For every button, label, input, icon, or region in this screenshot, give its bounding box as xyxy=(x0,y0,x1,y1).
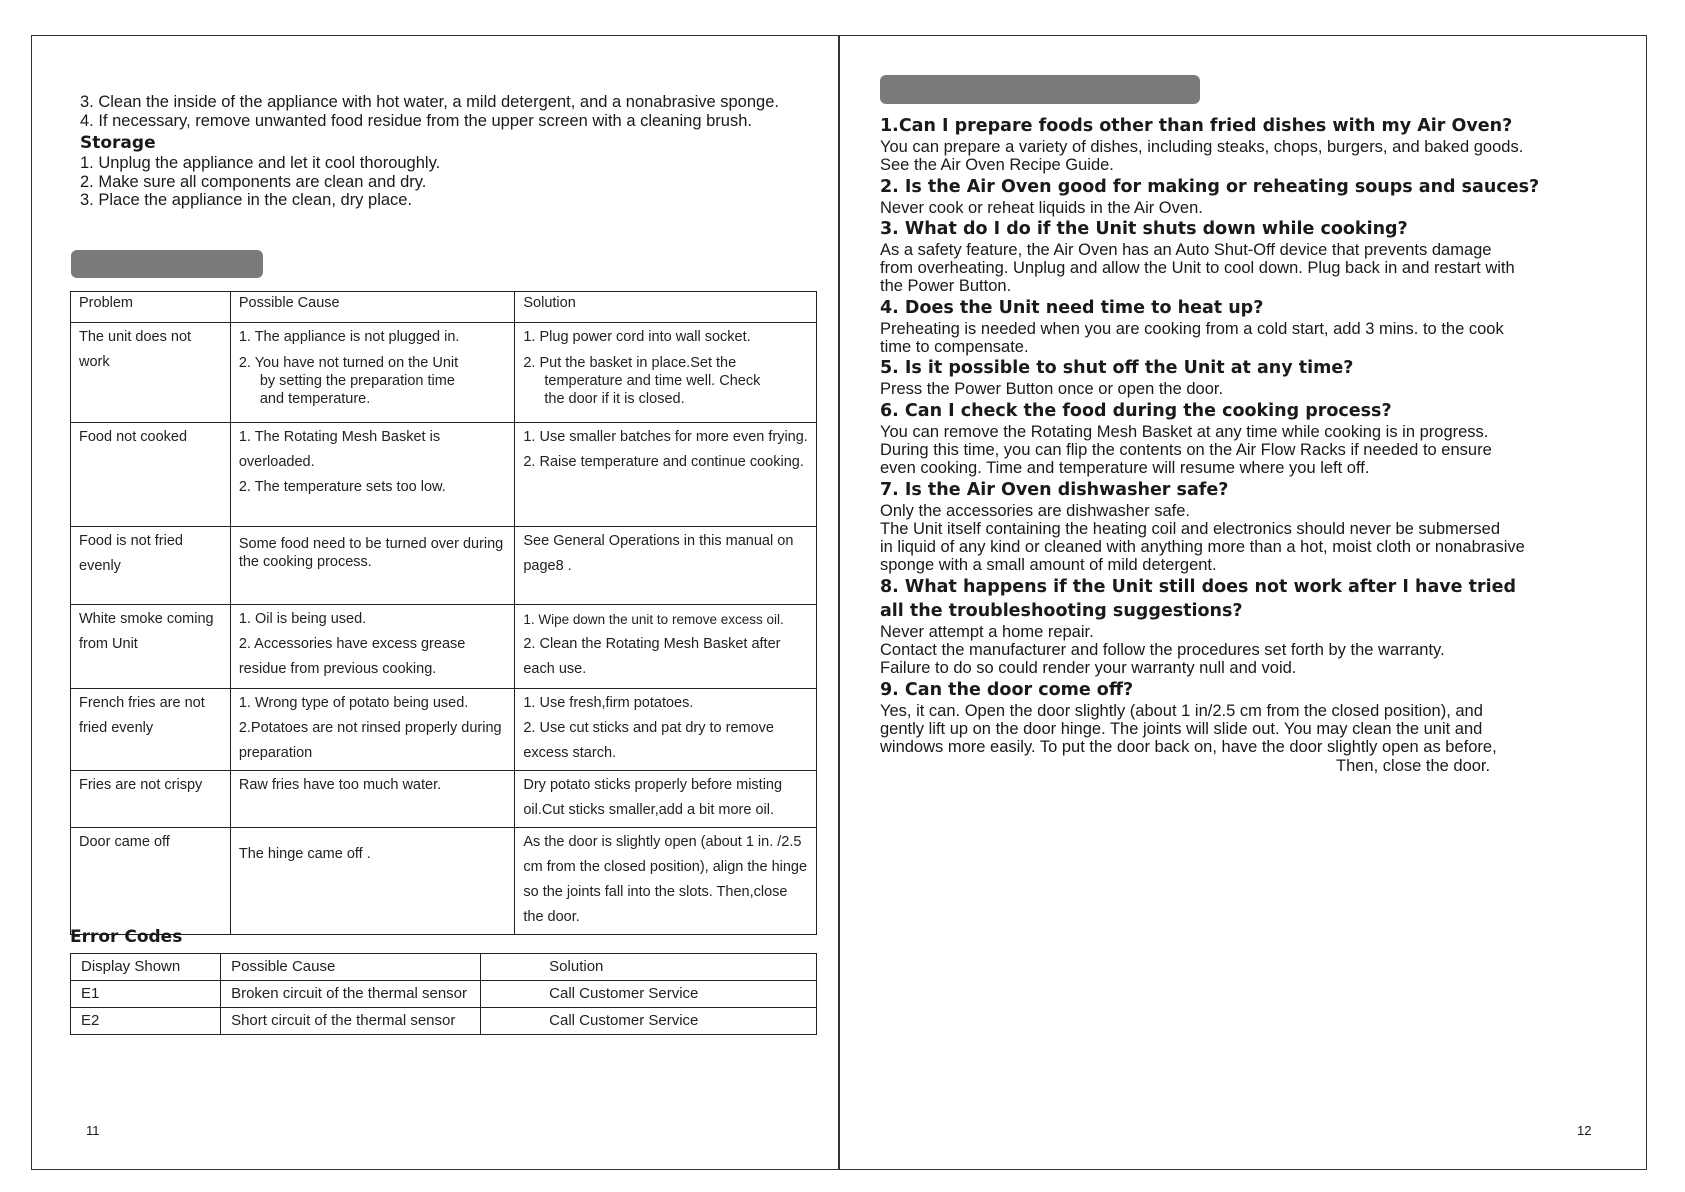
solution-line: Dry potato sticks properly before misting oil.Cut sticks smaller,add a bit more oil. xyxy=(523,777,783,818)
cause-line: 2. Accessories have excess grease residue from previous cooking. xyxy=(238,636,466,677)
faq-question: 4. Does the Unit need time to heat up? xyxy=(880,297,1264,318)
cause-line: 2.Potatoes are not rinsed properly during preparation xyxy=(238,720,502,761)
faq-answer-line: the Power Button. xyxy=(880,277,1012,296)
faq-item xyxy=(880,296,1600,357)
problem-cell: White smoke coming from Unit xyxy=(71,605,231,689)
table-row xyxy=(71,689,817,771)
table-row xyxy=(71,323,817,423)
problem-cell: Food not cooked xyxy=(71,423,231,527)
cause-line: 1. The Rotating Mesh Basket is overloaded. xyxy=(238,429,441,470)
faq-answer-line: sponge with a small amount of mild detergent. xyxy=(880,556,1217,575)
faq-answer xyxy=(880,702,1600,775)
solution-line: See General Operations in this manual on page8 . xyxy=(523,533,794,574)
table-row xyxy=(71,981,817,1008)
table-row xyxy=(71,527,817,605)
faq-answer-line: Only the accessories are dishwasher safe. xyxy=(880,501,1190,520)
faq-answer xyxy=(880,320,1600,357)
solution-cell xyxy=(515,689,817,771)
cause-line: 2. The temperature sets too low. xyxy=(238,479,446,495)
table-header-row xyxy=(71,292,817,323)
problem-cell: Fries are not crispy xyxy=(71,771,231,828)
cause-cell xyxy=(230,527,515,605)
faq-answer-line: As a safety feature, the Air Oven has an Auto Shut-Off device that prevents damage xyxy=(880,240,1492,259)
faq-item xyxy=(880,356,1600,398)
header-possible-cause: Possible Cause xyxy=(230,292,515,323)
solution-line: 1. Wipe down the unit to remove excess oil. xyxy=(523,612,784,627)
cause-line: and temperature. xyxy=(259,391,371,407)
faq-answer-line: Press the Power Button once or open the door. xyxy=(880,380,1224,399)
solution-cell xyxy=(515,771,817,828)
cause-line: The hinge came off . xyxy=(238,846,371,862)
error-code-cell: E1 xyxy=(71,981,221,1008)
cause-cell xyxy=(230,605,515,689)
faq-answer-line: even cooking. Time and temperature will resume where you left off. xyxy=(880,459,1370,478)
cause-line: Some food need to be turned over during the cooking process. xyxy=(238,536,504,570)
faq-question: 9. Can the door come off? xyxy=(880,679,1134,700)
faq-answer-line: windows more easily. To put the door back on, have the door slightly open as before, xyxy=(880,738,1497,757)
cause-line: 1. The appliance is not plugged in. xyxy=(238,329,460,345)
cleaning-step-3: 3. Clean the inside of the appliance with hot water, a mild detergent, and a nonabrasive sponge. xyxy=(80,93,779,111)
faq-answer-line: Yes, it can. Open the door slightly (about 1 in/2.5 cm from the closed position), and xyxy=(880,701,1483,720)
faq-answer-line: You can remove the Rotating Mesh Basket at any time while cooking is in progress. xyxy=(880,422,1489,441)
solution-line: 2. Raise temperature and continue cooking. xyxy=(523,454,804,470)
solution-cell xyxy=(515,527,817,605)
error-solution-cell: Call Customer Service xyxy=(481,981,817,1008)
faq-answer-line: Then, close the door. xyxy=(1336,756,1491,775)
solution-line: 1. Use smaller batches for more even frying. xyxy=(523,429,808,445)
troubleshooting-table xyxy=(70,291,817,935)
faq-answer xyxy=(880,199,1600,217)
faq-item xyxy=(880,114,1600,175)
table-row xyxy=(71,1008,817,1035)
error-codes-title: Error Codes xyxy=(70,927,183,947)
right-page xyxy=(840,35,1647,1170)
storage-step-2: 2. Make sure all components are clean and dry. xyxy=(80,172,427,191)
faq-answer-line: gently lift up on the door hinge. The joints will slide out. You may clean the unit and xyxy=(880,719,1483,738)
error-solution-cell: Call Customer Service xyxy=(481,1008,817,1035)
cause-line: 2. You have not turned on the Unit xyxy=(238,355,459,371)
faq-item xyxy=(880,678,1600,775)
faq-question: 7. Is the Air Oven dishwasher safe? xyxy=(880,479,1229,500)
left-page xyxy=(31,35,838,1170)
storage-step-3: 3. Place the appliance in the clean, dry place. xyxy=(80,191,413,209)
cause-cell xyxy=(230,689,515,771)
solution-line: 1. Use fresh,firm potatoes. xyxy=(523,695,694,711)
faq-answer-line: Never attempt a home repair. xyxy=(880,622,1094,641)
header-possible-cause: Possible Cause xyxy=(221,954,481,981)
storage-step-1: 1. Unplug the appliance and let it cool thoroughly. xyxy=(80,154,441,172)
faq-answer xyxy=(880,423,1600,478)
table-row xyxy=(71,423,817,527)
faq-answer-line: You can prepare a variety of dishes, including steaks, chops, burgers, and baked goods. xyxy=(880,138,1524,156)
page-number-left: 11 xyxy=(86,1123,100,1138)
cause-cell xyxy=(230,828,515,935)
faq-answer-line: in liquid of any kind or cleaned with anything more than a hot, moist cloth or nonabrasive xyxy=(880,538,1525,557)
faq-question: 1.Can I prepare foods other than fried dishes with my Air Oven? xyxy=(880,116,1513,136)
table-header-row xyxy=(71,954,817,981)
cleaning-and-storage-section xyxy=(80,93,850,210)
cause-line: 1. Oil is being used. xyxy=(238,611,367,627)
header-solution: Solution xyxy=(481,954,817,981)
solution-line: 1. Plug power cord into wall socket. xyxy=(523,329,751,345)
solution-line: 2. Use cut sticks and pat dry to remove excess starch. xyxy=(523,720,774,761)
faq-question: 3. What do I do if the Unit shuts down while cooking? xyxy=(880,218,1408,239)
faq-section-bar xyxy=(880,75,1200,104)
faq-item xyxy=(880,478,1600,575)
header-solution: Solution xyxy=(515,292,817,323)
faq-question: 8. What happens if the Unit still does not work after I have tried all the troubleshooting suggestions? xyxy=(880,576,1517,621)
faq-answer xyxy=(880,138,1600,175)
faq-answer-line: See the Air Oven Recipe Guide. xyxy=(880,156,1114,175)
faq-question: 6. Can I check the food during the cooking process? xyxy=(880,400,1392,421)
solution-line: temperature and time well. Check xyxy=(544,373,761,389)
table-row xyxy=(71,771,817,828)
faq-question: 2. Is the Air Oven good for making or reheating soups and sauces? xyxy=(880,176,1540,197)
faq-list xyxy=(880,114,1600,775)
solution-cell xyxy=(515,605,817,689)
faq-answer xyxy=(880,241,1600,296)
faq-answer-line: Preheating is needed when you are cooking from a cold start, add 3 mins. to the cook xyxy=(880,319,1504,338)
cause-line: 1. Wrong type of potato being used. xyxy=(238,695,469,711)
error-cause-cell: Broken circuit of the thermal sensor xyxy=(221,981,481,1008)
faq-answer xyxy=(880,502,1600,575)
cause-cell xyxy=(230,323,515,423)
problem-cell: Food is not fried evenly xyxy=(71,527,231,605)
table-row xyxy=(71,605,817,689)
faq-item xyxy=(880,575,1600,678)
problem-cell: The unit does not work xyxy=(71,323,231,423)
cause-line: by setting the preparation time xyxy=(259,373,455,389)
faq-item xyxy=(880,399,1600,478)
cleaning-step-4: 4. If necessary, remove unwanted food residue from the upper screen with a cleaning brush. xyxy=(80,111,752,130)
solution-line: 2. Clean the Rotating Mesh Basket after each use. xyxy=(523,636,781,677)
solution-line: 2. Put the basket in place.Set the xyxy=(523,355,737,371)
faq-answer-line: Failure to do so could render your warranty null and void. xyxy=(880,659,1297,678)
faq-answer-line: During this time, you can flip the contents on the Air Flow Racks if needed to ensure xyxy=(880,440,1492,459)
troubleshooting-section-bar xyxy=(71,250,263,278)
solution-cell xyxy=(515,323,817,423)
cause-cell xyxy=(230,423,515,527)
faq-item xyxy=(880,217,1600,296)
faq-answer-line: The Unit itself containing the heating coil and electronics should never be submersed xyxy=(880,519,1501,538)
faq-answer xyxy=(880,380,1600,398)
solution-cell xyxy=(515,423,817,527)
page-number-right: 12 xyxy=(1577,1123,1592,1138)
faq-answer xyxy=(880,623,1600,678)
cause-cell xyxy=(230,771,515,828)
solution-line: As the door is slightly open (about 1 in. /2.5 cm from the closed position), align the hinge so the joints fall into the slots. Then,close the door. xyxy=(523,834,808,925)
problem-cell: French fries are not fried evenly xyxy=(71,689,231,771)
header-display-shown: Display Shown xyxy=(71,954,221,981)
solution-line: the door if it is closed. xyxy=(544,391,685,407)
cause-line: Raw fries have too much water. xyxy=(238,777,442,793)
faq-answer-line: time to compensate. xyxy=(880,338,1029,357)
solution-cell xyxy=(515,828,817,935)
error-cause-cell: Short circuit of the thermal sensor xyxy=(221,1008,481,1035)
faq-answer-line: Contact the manufacturer and follow the procedures set forth by the warranty. xyxy=(880,641,1445,660)
problem-cell: Door came off xyxy=(71,828,231,935)
faq-question: 5. Is it possible to shut off the Unit at any time? xyxy=(880,358,1354,379)
faq-item xyxy=(880,175,1600,217)
table-row xyxy=(71,828,817,935)
header-problem: Problem xyxy=(71,292,231,323)
faq-answer-line: Never cook or reheat liquids in the Air Oven. xyxy=(880,198,1203,217)
error-codes-table xyxy=(70,953,817,1035)
error-code-cell: E2 xyxy=(71,1008,221,1035)
faq-answer-line: from overheating. Unplug and allow the Unit to cool down. Plug back in and restart with xyxy=(880,259,1515,278)
storage-heading: Storage xyxy=(80,133,156,153)
